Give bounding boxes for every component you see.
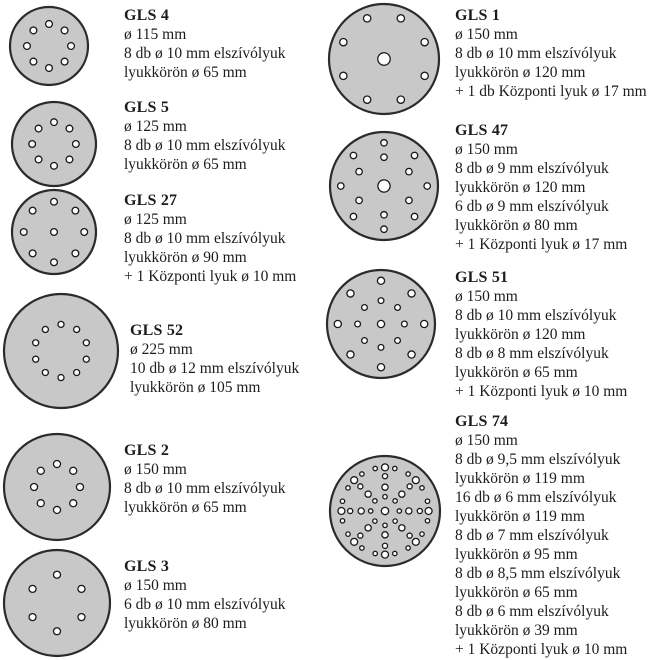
suction-hole-ring3 [417,508,422,513]
suction-hole-ring1 [397,96,404,103]
spec-line: lyukkörön ø 120 mm [455,64,586,81]
suction-hole-ring2 [382,484,388,490]
spec-block-gls-47 [455,121,627,254]
suction-hole-ring6 [360,472,364,476]
spec-line: lyukkörön ø 120 mm [455,326,586,343]
model-title: GLS 4 [124,7,170,24]
spec-block-gls-51 [455,268,627,401]
suction-hole-ring3 [348,508,353,513]
suction-hole-ring6 [346,532,350,536]
suction-hole-ring1 [33,340,39,346]
suction-hole-ring1 [42,369,48,375]
suction-hole-ring4 [351,538,358,545]
spec-line: 8 db ø 9 mm elszívólyuk [455,160,609,177]
suction-hole-ring6 [373,551,377,555]
suction-hole-ring4 [425,508,432,515]
spec-line: lyukkörön ø 105 mm [130,379,261,396]
disc-diagram-gls-4 [7,4,91,88]
suction-hole-ring1 [350,152,356,158]
suction-hole-ring1 [46,21,53,28]
spec-line: + 1 Központi lyuk ø 10 mm [455,641,628,658]
model-title: GLS 5 [124,99,170,116]
disc-diagram-gls-5 [9,99,99,189]
spec-block-gls-1 [455,6,647,101]
spec-line: + 1 Központi lyuk ø 10 mm [124,268,297,285]
spec-block-gls-27 [124,191,296,286]
spec-line: lyukkörön ø 65 mm [455,584,578,601]
suction-hole-ring1 [338,183,344,189]
suction-hole-ring1 [42,326,48,332]
suction-hole-ring1 [397,15,404,22]
spec-line: ø 225 mm [130,341,193,358]
suction-hole-ring1 [70,500,77,507]
spec-block-gls-74 [455,412,627,659]
model-title: GLS 52 [130,322,184,339]
suction-hole-ring3 [407,533,412,538]
spec-line: ø 150 mm [124,461,187,478]
suction-hole-ring1 [350,213,356,219]
spec-line: lyukkörön ø 120 mm [455,179,586,196]
suction-hole-ring1 [51,259,58,266]
suction-hole-ring2 [399,525,405,531]
suction-hole-ring2 [362,338,368,344]
suction-hole-ring1 [66,156,73,163]
suction-hole-ring1 [53,506,60,513]
suction-hole-ring5 [360,546,364,550]
suction-hole-ring1 [408,290,415,297]
spec-line: 6 db ø 10 mm elszívólyuk [124,596,286,613]
spec-line: 6 db ø 9 mm elszívólyuk [455,198,609,215]
disc-diagram-gls-47 [327,129,441,243]
model-title: GLS 2 [124,442,170,459]
spec-block-gls-2 [124,441,285,517]
suction-hole-ring2 [406,508,412,514]
model-title: GLS 3 [124,558,170,575]
spec-line: ø 150 mm [455,26,518,43]
suction-hole-ring1 [58,375,64,381]
suction-hole-ring1 [72,207,79,214]
suction-hole-ring1 [58,321,64,327]
spec-line: 8 db ø 10 mm elszívólyuk [124,137,286,154]
suction-hole-ring2 [406,197,412,203]
suction-hole-ring1 [408,351,415,358]
model-title: GLS 74 [455,413,509,430]
model-title: GLS 1 [455,7,501,24]
disc-diagram-gls-74 [327,453,443,569]
central-hole [378,53,390,65]
spec-line: lyukkörön ø 90 mm [124,249,247,266]
suction-hole-ring1 [411,213,417,219]
model-title: GLS 27 [124,192,178,209]
suction-hole-ring1 [35,125,42,132]
suction-hole-ring3 [382,543,387,548]
spec-line: 8 db ø 9,5 mm elszívólyuk [455,451,621,468]
suction-hole-ring1 [340,38,347,45]
spec-line: lyukkörön ø 65 mm [124,499,247,516]
suction-hole-ring1 [78,585,85,592]
suction-hole-ring1 [72,141,79,148]
spec-block-gls-52 [130,321,299,397]
suction-hole-ring1 [53,628,60,635]
suction-hole-ring4 [382,551,389,558]
spec-line: 8 db ø 10 mm elszívólyuk [455,307,617,324]
suction-hole-ring5 [425,499,429,503]
disc-body [4,550,110,656]
spec-line: ø 150 mm [455,288,518,305]
suction-hole-ring1 [35,156,42,163]
suction-hole-ring1 [393,519,397,523]
suction-hole-ring2 [356,197,362,203]
suction-hole-ring1 [377,277,384,284]
suction-hole-ring1 [72,250,79,257]
suction-hole-ring1 [53,461,60,468]
central-hole [381,507,388,514]
spec-line: 8 db ø 10 mm elszívólyuk [455,45,617,62]
suction-hole-ring1 [76,483,83,490]
spec-line: ø 150 mm [124,577,187,594]
spec-line: 8 db ø 8,5 mm elszívólyuk [455,565,621,582]
suction-hole-ring1 [51,162,58,169]
suction-hole-ring4 [382,464,389,471]
disc-diagram-gls-51 [324,267,438,381]
suction-hole-ring2 [381,212,387,218]
suction-hole-ring2 [365,525,371,531]
disc-diagram-gls-3 [1,547,113,659]
suction-hole-ring1 [383,495,387,499]
spec-line: 8 db ø 10 mm elszívólyuk [124,45,286,62]
suction-hole-ring1 [61,27,68,34]
suction-hole-ring2 [399,491,405,497]
suction-hole-ring1 [29,250,36,257]
suction-hole-ring1 [381,226,387,232]
spec-line: ø 150 mm [455,141,518,158]
suction-hole-ring2 [362,305,368,311]
central-hole [377,320,384,327]
suction-hole-ring1 [383,523,387,527]
suction-hole-ring5 [346,486,350,490]
spec-line: 8 db ø 8 mm elszívólyuk [455,345,609,362]
spec-line: ø 115 mm [124,26,187,43]
suction-hole-ring1 [24,43,31,50]
suction-hole-ring1 [70,467,77,474]
disc-body [10,7,88,85]
spec-line: + 1 Központi lyuk ø 10 mm [455,383,628,400]
spec-line: lyukkörön ø 65 mm [455,364,578,381]
suction-hole-ring1 [421,72,428,79]
suction-hole-ring4 [351,477,358,484]
suction-hole-ring4 [412,477,419,484]
spec-line: + 1 Központi lyuk ø 17 mm [455,236,628,253]
spec-line: + 1 db Központi lyuk ø 17 mm [455,83,647,100]
disc-diagram-gls-27 [9,187,99,277]
suction-hole-ring1 [29,585,36,592]
spec-line: ø 150 mm [455,432,518,449]
suction-hole-ring1 [37,500,44,507]
disc-body [4,294,118,408]
suction-hole-ring6 [340,499,344,503]
suction-hole-ring5 [420,532,424,536]
suction-hole-ring2 [378,345,384,351]
suction-hole-ring1 [61,58,68,65]
suction-hole-ring3 [358,484,363,489]
suction-hole-ring3 [407,484,412,489]
spec-line: lyukkörön ø 65 mm [124,64,247,81]
suction-hole-ring2 [406,168,412,174]
spec-line: 8 db ø 6 mm elszívólyuk [455,603,609,620]
suction-hole-ring2 [381,154,387,160]
spec-line: lyukkörön ø 119 mm [455,470,585,487]
suction-hole-ring5 [393,551,397,555]
suction-hole-ring1 [29,614,36,621]
suction-hole-ring6 [406,546,410,550]
suction-hole-ring2 [365,491,371,497]
suction-hole-ring2 [378,298,384,304]
suction-hole-ring2 [356,168,362,174]
spec-block-gls-5 [124,98,285,174]
suction-hole-ring1 [373,519,377,523]
suction-hole-ring5 [373,466,377,470]
suction-hole-ring1 [421,38,428,45]
suction-hole-ring2 [402,321,408,327]
suction-hole-ring1 [397,509,401,513]
central-hole [51,229,58,236]
disc-body [12,102,96,186]
suction-hole-ring1 [393,499,397,503]
suction-hole-ring1 [46,65,53,72]
suction-hole-ring1 [411,152,417,158]
suction-hole-ring4 [338,508,345,515]
suction-hole-ring1 [81,229,88,236]
suction-hole-ring3 [358,533,363,538]
suction-hole-ring6 [425,519,429,523]
suction-hole-ring1 [30,27,37,34]
central-hole [378,180,390,192]
suction-hole-ring1 [381,140,387,146]
suction-hole-ring1 [83,340,89,346]
suction-hole-ring4 [412,538,419,545]
disc-body [4,434,110,540]
suction-hole-ring1 [20,229,27,236]
spec-line: 10 db ø 12 mm elszívólyuk [130,360,300,377]
suction-hole-ring2 [382,532,388,538]
suction-hole-ring1 [29,207,36,214]
spec-line: 8 db ø 7 mm elszívólyuk [455,527,609,544]
suction-hole-ring2 [358,508,364,514]
suction-hole-ring1 [373,499,377,503]
suction-hole-ring1 [78,614,85,621]
spec-line: 8 db ø 10 mm elszívólyuk [124,480,286,497]
suction-hole-ring1 [340,72,347,79]
suction-hole-ring1 [363,15,370,22]
suction-hole-ring1 [31,483,38,490]
suction-hole-ring2 [395,338,401,344]
suction-hole-ring1 [51,198,58,205]
suction-hole-ring1 [51,119,58,126]
disc-diagram-gls-2 [1,431,113,543]
suction-hole-ring2 [395,305,401,311]
suction-hole-ring1 [334,320,341,327]
suction-hole-ring1 [74,326,80,332]
suction-hole-ring1 [68,43,75,50]
suction-hole-ring1 [83,356,89,362]
disc-diagram-gls-52 [1,291,121,411]
spec-line: lyukkörön ø 39 mm [455,622,578,639]
suction-hole-ring2 [355,321,361,327]
suction-hole-ring1 [30,58,37,65]
suction-hole-ring5 [406,472,410,476]
suction-hole-ring1 [33,356,39,362]
spec-line: lyukkörön ø 80 mm [124,615,247,632]
suction-hole-ring1 [53,571,60,578]
spec-line: lyukkörön ø 65 mm [124,156,247,173]
suction-hole-ring5 [340,519,344,523]
suction-hole-ring1 [377,364,384,371]
spec-line: ø 125 mm [124,118,187,135]
suction-hole-ring1 [66,125,73,132]
disc-diagram-gls-1 [326,1,442,117]
suction-hole-ring6 [420,486,424,490]
spec-block-gls-4 [124,6,285,82]
model-title: GLS 47 [455,122,509,139]
suction-hole-ring6 [393,466,397,470]
suction-hole-ring1 [363,96,370,103]
spec-line: lyukkörön ø 80 mm [455,217,578,234]
suction-hole-ring1 [74,369,80,375]
suction-hole-ring1 [347,351,354,358]
suction-hole-ring1 [29,141,36,148]
spec-line: 16 db ø 6 mm elszívólyuk [455,489,617,506]
suction-hole-ring3 [382,474,387,479]
spec-line: 8 db ø 10 mm elszívólyuk [124,230,286,247]
model-title: GLS 51 [455,269,509,286]
spec-block-gls-3 [124,557,285,633]
suction-hole-ring1 [347,290,354,297]
suction-hole-ring1 [421,320,428,327]
spec-line: lyukkörön ø 119 mm [455,508,585,525]
suction-hole-ring1 [369,509,373,513]
suction-hole-ring1 [424,183,430,189]
spec-line: ø 125 mm [124,211,187,228]
spec-line: lyukkörön ø 95 mm [455,546,578,563]
suction-hole-ring1 [37,467,44,474]
